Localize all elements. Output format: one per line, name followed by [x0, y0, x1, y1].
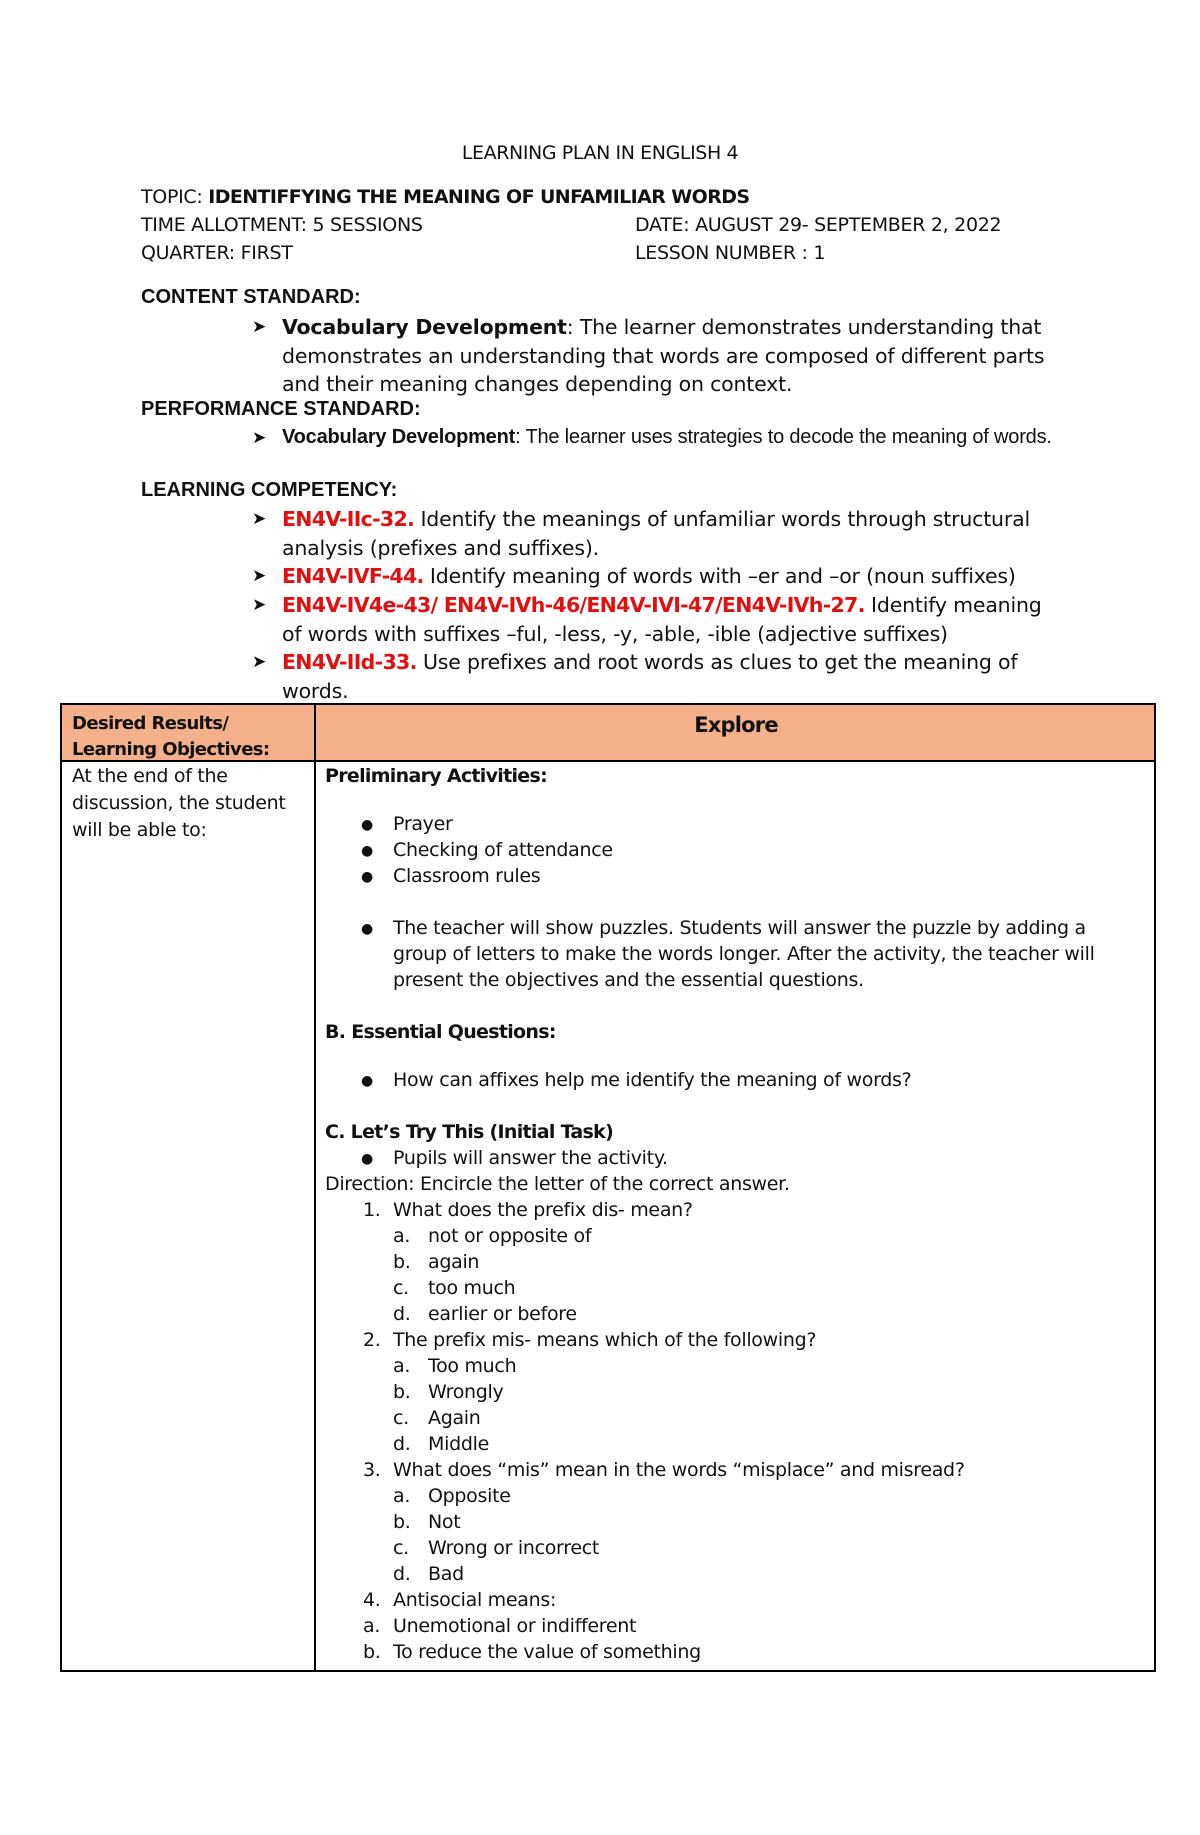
question-number: 1. [363, 1199, 381, 1221]
choice-letter: a. [393, 1355, 411, 1377]
competency-code: EN4V-IId-33. [282, 650, 417, 674]
competency-item: EN4V-IId-33. Use prefixes and root words as clues to get the meaning of words. [282, 650, 1018, 703]
question-number: 2. [363, 1329, 381, 1351]
choice-letter: b. [393, 1511, 411, 1533]
direction-text: Direction: Encircle the letter of the correct answer. [325, 1173, 790, 1195]
bullet-dot-icon: ● [361, 1151, 374, 1167]
choice-text: Again [428, 1407, 481, 1429]
bullet-dot-icon: ● [361, 843, 374, 859]
choice-letter: b. [393, 1251, 411, 1273]
choice-letter: b. [363, 1641, 381, 1663]
competency-code: EN4V-IV4e-43/ EN4V-IVh-46/EN4V-IVI-47/EN4V-IVh-27. [282, 593, 865, 617]
question-text: What does “mis” mean in the words “misplace” and misread? [393, 1459, 965, 1481]
date: DATE: AUGUST 29- SEPTEMBER 2, 2022 [635, 214, 1002, 236]
performance-standard-text: Vocabulary Development: The learner uses strategies to decode the meaning of words. [282, 426, 1052, 448]
arrow-bullet-icon: ➤ [252, 595, 267, 615]
essential-questions-heading: B. Essential Questions: [325, 1021, 556, 1043]
bullet-dot-icon: ● [361, 817, 374, 833]
choice-letter: a. [363, 1615, 381, 1637]
choice-text: not or opposite of [428, 1225, 592, 1247]
choice-letter: d. [393, 1433, 411, 1455]
col-header-explore: Explore [694, 713, 778, 737]
question-text: Antisocial means: [393, 1589, 557, 1611]
question-text: What does the prefix dis- mean? [393, 1199, 693, 1221]
document-title: LEARNING PLAN IN ENGLISH 4 [461, 142, 739, 164]
question-text: The prefix mis- means which of the following? [393, 1329, 817, 1351]
competency-item: EN4V-IIc-32. Identify the meanings of unfamiliar words through structural analysis (prefixes and suffixes). [282, 507, 1030, 560]
table-header-row [62, 705, 1154, 762]
competency-item: EN4V-IVF-44. Identify meaning of words with –er and –or (noun suffixes) [282, 564, 1016, 588]
puzzle-text-line: present the objectives and the essential questions. [393, 969, 864, 991]
puzzle-text-line: group of letters to make the words longer. After the activity, the teacher will [393, 943, 1095, 965]
content-standard-text: Vocabulary Development: The learner demonstrates understanding that demonstrates an understanding that words are composed of different parts and their meaning changes depending on context. [282, 315, 1045, 396]
list-item: Prayer [393, 813, 453, 835]
choice-text: Not [428, 1511, 461, 1533]
arrow-bullet-icon: ➤ [252, 566, 267, 586]
initial-task-heading: C. Let’s Try This (Initial Task) [325, 1121, 614, 1143]
list-item: Checking of attendance [393, 839, 613, 861]
choice-text: Wrongly [428, 1381, 504, 1403]
choice-text: earlier or before [428, 1303, 577, 1325]
arrow-bullet-icon: ➤ [252, 652, 267, 672]
choice-text: Unemotional or indifferent [393, 1615, 637, 1637]
topic-line [141, 186, 750, 208]
competency-code: EN4V-IVF-44. [282, 564, 424, 588]
choice-text: Opposite [428, 1485, 511, 1507]
time-allotment: TIME ALLOTMENT: 5 SESSIONS [141, 214, 423, 236]
bullet-dot-icon: ● [361, 1073, 374, 1089]
choice-letter: d. [393, 1563, 411, 1585]
objectives-cell: At the end of the discussion, the student will be able to: [72, 765, 286, 841]
lesson-number: LESSON NUMBER : 1 [635, 242, 826, 264]
choice-text: again [428, 1251, 480, 1273]
choice-text: Too much [428, 1355, 517, 1377]
lesson-table [60, 703, 1156, 1672]
topic-label: TOPIC: [141, 186, 209, 208]
choice-letter: a. [393, 1225, 411, 1247]
question-number: 4. [363, 1589, 381, 1611]
choice-text: Middle [428, 1433, 489, 1455]
choice-text: To reduce the value of something [393, 1641, 701, 1663]
choice-text: too much [428, 1277, 516, 1299]
performance-standard-heading: PERFORMANCE STANDARD: [141, 398, 421, 420]
preliminary-heading: Preliminary Activities: [325, 765, 547, 787]
choice-letter: c. [393, 1407, 409, 1429]
puzzle-text-line: The teacher will show puzzles. Students will answer the puzzle by adding a [393, 917, 1086, 939]
content-standard-heading: CONTENT STANDARD: [141, 286, 361, 308]
initial-task-item: Pupils will answer the activity. [393, 1147, 668, 1169]
arrow-bullet-icon: ➤ [252, 509, 267, 529]
bullet-dot-icon: ● [361, 921, 374, 937]
arrow-bullet-icon: ➤ [252, 428, 267, 448]
learning-competency-heading: LEARNING COMPETENCY: [141, 479, 398, 501]
content-standard-label: Vocabulary Development [282, 315, 567, 339]
choice-text: Wrong or incorrect [428, 1537, 600, 1559]
arrow-bullet-icon: ➤ [252, 317, 267, 337]
col-header-objectives: Desired Results/ Learning Objectives: [72, 713, 270, 760]
choice-letter: d. [393, 1303, 411, 1325]
competency-code: EN4V-IIc-32. [282, 507, 415, 531]
competency-item: EN4V-IV4e-43/ EN4V-IVh-46/EN4V-IVI-47/EN4V-IVh-27. Identify meaning of words with suffixes –ful, -less, -y, -able, -ible (adjective suffixes) [282, 593, 1042, 646]
choice-letter: c. [393, 1277, 409, 1299]
column-divider [314, 705, 316, 1670]
choice-text: Bad [428, 1563, 464, 1585]
choice-letter: a. [393, 1485, 411, 1507]
choice-letter: c. [393, 1537, 409, 1559]
bullet-dot-icon: ● [361, 869, 374, 885]
quarter: QUARTER: FIRST [141, 242, 293, 264]
topic-value: IDENTIFFYING THE MEANING OF UNFAMILIAR WORDS [208, 186, 750, 208]
list-item: Classroom rules [393, 865, 541, 887]
performance-standard-label: Vocabulary Development [282, 426, 516, 448]
choice-letter: b. [393, 1381, 411, 1403]
question-number: 3. [363, 1459, 381, 1481]
essential-question: How can affixes help me identify the meaning of words? [393, 1069, 912, 1091]
